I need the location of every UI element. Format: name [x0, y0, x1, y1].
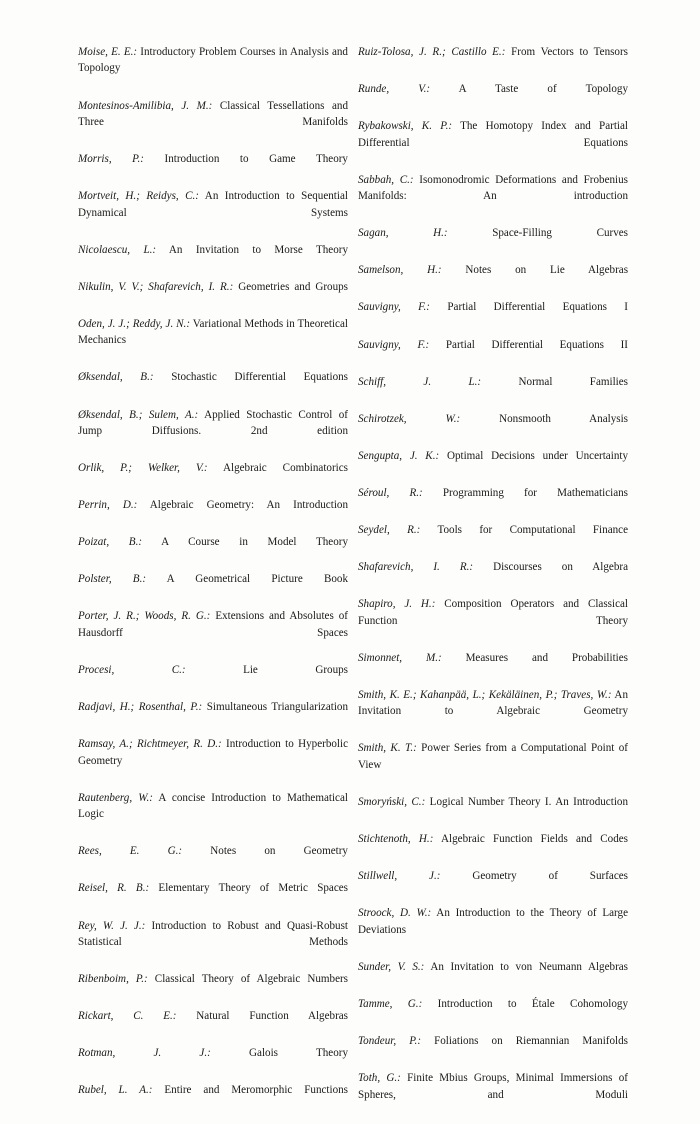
- entry-author: Morris, P.:: [78, 153, 144, 166]
- entry-author: Sauvigny, F.:: [358, 338, 430, 351]
- entry-title: Classical Tessellations and Three Manifolds: [78, 99, 349, 128]
- bibliography-entry: [78, 279, 348, 312]
- entry-title: Algebraic Function Fields and Codes: [433, 833, 629, 846]
- entry-title: An Invitation to von Neumann Algebras: [424, 960, 629, 973]
- entry-author: Poizat, B.:: [78, 536, 143, 549]
- bibliography-entry: [358, 337, 628, 370]
- entry-title: Applied Stochastic Control of Jump Diffusions. 2nd edition: [78, 408, 348, 438]
- entry-author: Radjavi, H.; Rosenthal, P.:: [78, 701, 203, 714]
- entry-title: Geometries and Groups: [233, 280, 348, 293]
- bibliography-entry: [358, 794, 628, 827]
- entry-author: Polster, B.:: [78, 573, 147, 586]
- bibliography-entry: [358, 262, 628, 295]
- bibliography-entry: [358, 687, 628, 736]
- bibliography-entry: [358, 1033, 628, 1066]
- entry-author: Rautenberg, W.:: [78, 791, 153, 804]
- bibliography-entry: [78, 608, 348, 657]
- entry-title: Geometry of Surfaces: [440, 870, 628, 883]
- bibliography-entry: [358, 172, 628, 221]
- bibliography-entry: [78, 1008, 348, 1041]
- entry-title: From Vectors to Tensors: [505, 46, 628, 58]
- bibliography-entry: [78, 880, 348, 913]
- entry-author: Orlik, P.; Welker, V.:: [78, 462, 208, 475]
- bibliography-entry: [78, 571, 348, 604]
- entry-author: Porter, J. R.; Woods, R. G.:: [78, 610, 211, 623]
- entry-title: The Homotopy Index and Partial Differential Equations: [358, 120, 629, 149]
- entry-title: Introduction to Étale Cohomology: [422, 997, 628, 1010]
- entry-title: Entire and Meromorphic Functions: [152, 1084, 348, 1097]
- bibliography-entry: [78, 971, 348, 1004]
- entry-author: Toth, G.:: [358, 1072, 401, 1085]
- entry-author: Stroock, D. W.:: [358, 907, 432, 920]
- entry-author: Sengupta, J. K.:: [358, 449, 440, 462]
- entry-title: Introduction to Game Theory: [143, 153, 348, 166]
- entry-author: Stichtenoth, H.:: [358, 833, 434, 846]
- bibliography-entry: [78, 699, 348, 732]
- entry-author: Oden, J. J.; Reddy, J. N.:: [78, 317, 191, 330]
- bibliography-entry: [78, 1045, 348, 1078]
- entry-title: A Taste of Topology: [430, 83, 628, 96]
- entry-title: Measures and Probabilities: [441, 651, 628, 664]
- entry-author: Sauvigny, F.:: [358, 301, 430, 314]
- entry-title: An Invitation to Morse Theory: [156, 243, 348, 256]
- entry-author: Runde, V.:: [358, 83, 431, 96]
- entry-author: Rey, W. J. J.:: [78, 919, 146, 932]
- bibliography-entry: [358, 868, 628, 901]
- entry-author: Øksendal, B.; Sulem, A.:: [78, 408, 199, 421]
- entry-title: Space-Filling Curves: [447, 227, 628, 240]
- entry-author: Tondeur, P.:: [358, 1034, 422, 1047]
- bibliography-entry: [358, 650, 628, 683]
- entry-author: Smith, K. T.:: [358, 742, 417, 755]
- entry-title: Natural Function Algebras: [176, 1010, 349, 1023]
- entry-author: Ruiz-Tolosa, J. R.; Castillo E.:: [358, 46, 506, 58]
- right-column: [358, 44, 628, 1124]
- entry-title: Elementary Theory of Metric Spaces: [149, 882, 348, 895]
- bibliography-entry: [78, 497, 348, 530]
- entry-author: Schiff, J. L.:: [358, 375, 482, 388]
- entry-title: Partial Differential Equations I: [430, 301, 628, 314]
- entry-author: Rybakowski, K. P.:: [358, 120, 453, 133]
- bibliography-entry: [358, 959, 628, 992]
- entry-title: Lie Groups: [185, 664, 348, 677]
- entry-title: A Geometrical Picture Book: [146, 573, 348, 586]
- bibliography-entry: [78, 534, 348, 567]
- entry-author: Tamme, G.:: [358, 997, 423, 1010]
- entry-title: Power Series from a Computational Point of View: [358, 742, 629, 771]
- bibliography-entry: [78, 790, 348, 839]
- entry-title: Algebraic Combinatorics: [207, 462, 349, 475]
- entry-title: Optimal Decisions under Uncertainty: [439, 449, 628, 462]
- bibliography-entry: [358, 81, 628, 114]
- entry-author: Rees, E. G.:: [78, 845, 183, 858]
- entry-title: Foliations on Riemannian Manifolds: [421, 1034, 628, 1047]
- entry-title: Stochastic Differential Equations: [153, 371, 348, 384]
- bibliography-entry: [358, 831, 628, 864]
- entry-author: Simonnet, M.:: [358, 651, 442, 664]
- entry-author: Sabbah, C.:: [358, 173, 414, 186]
- entry-title: Normal Families: [481, 375, 628, 388]
- entry-title: Galois Theory: [210, 1047, 349, 1060]
- entry-author: Nicolaescu, L.:: [78, 243, 157, 256]
- entry-author: Ramsay, A.; Richtmeyer, R. D.:: [78, 738, 222, 751]
- entry-author: Stillwell, J.:: [358, 870, 441, 883]
- entry-title: Tools for Computational Finance: [420, 524, 629, 537]
- entry-author: Sunder, V. S.:: [358, 960, 425, 973]
- bibliography-entry: [358, 1070, 628, 1119]
- bibliography-entry: [358, 559, 628, 592]
- bibliography-entry: [78, 407, 348, 456]
- entry-author: Procesi, C.:: [78, 664, 186, 677]
- entry-author: Samelson, H.:: [358, 264, 442, 277]
- entry-title: Introductory Problem Courses in Analysis and Topology: [78, 46, 348, 75]
- entry-title: An Invitation to Algebraic Geometry: [358, 688, 628, 718]
- bibliography-entry: [78, 188, 348, 237]
- entry-title: Introduction to Robust and Quasi-Robust Statistical Methods: [78, 919, 348, 948]
- entry-title: Programming for Mathematicians: [422, 486, 628, 499]
- bibliography-entry: [358, 374, 628, 407]
- bibliography-entry: [78, 736, 348, 785]
- entry-title: Composition Operators and Classical Function Theory: [358, 598, 628, 627]
- entry-author: Rubel, L. A.:: [78, 1084, 153, 1097]
- entry-author: Moise, E. E.:: [78, 46, 138, 58]
- entry-author: Montesinos-Amilibia, J. M.:: [78, 99, 213, 112]
- bibliography-entry: [358, 225, 628, 258]
- entry-author: Shapiro, J. H.:: [358, 598, 436, 611]
- bibliography-entry: [78, 316, 348, 365]
- entry-title: Algebraic Geometry: An Introduction: [137, 499, 348, 512]
- bibliography-entry: [78, 44, 348, 93]
- bibliography-entry: [78, 843, 348, 876]
- entry-author: Perrin, D.:: [78, 499, 138, 512]
- entry-author: Seydel, R.:: [358, 524, 421, 537]
- bibliography-entry: [358, 905, 628, 954]
- entry-title: Finite Mbius Groups, Minimal Immersions of Spheres, and Moduli: [358, 1072, 628, 1101]
- entry-author: Séroul, R.:: [358, 486, 423, 499]
- entry-title: Classical Theory of Algebraic Numbers: [147, 973, 348, 986]
- entry-author: Sagan, H.:: [358, 227, 448, 240]
- bibliography-entry: [358, 740, 628, 789]
- bibliography-entry: [358, 996, 628, 1029]
- entry-author: Schirotzek, W.:: [358, 412, 461, 425]
- entry-title: Variational Methods in Theoretical Mechanics: [78, 317, 348, 347]
- entry-title: An Introduction to Sequential Dynamical Systems: [78, 190, 348, 219]
- entry-author: Nikulin, V. V.; Shafarevich, I. R.:: [78, 280, 234, 293]
- bibliography-entry: [78, 662, 348, 695]
- bibliography-entry: [78, 1082, 348, 1115]
- entry-title: Simultaneous Triangularization: [202, 701, 349, 714]
- left-column: [78, 44, 348, 1124]
- entry-title: A concise Introduction to Mathematical Logic: [78, 791, 348, 821]
- entry-title: Isomonodromic Deformations and Frobenius Manifolds: An introduction: [358, 173, 628, 203]
- bibliography-entry: [358, 118, 628, 167]
- entry-author: Rickart, C. E.:: [78, 1010, 177, 1023]
- bibliography-entry: [78, 151, 348, 184]
- entry-title: Notes on Geometry: [182, 845, 348, 858]
- entry-title: Introduction to Hyperbolic Geometry: [78, 738, 349, 767]
- entry-author: Shafarevich, I. R.:: [358, 561, 474, 574]
- bibliography-entry: [78, 98, 348, 147]
- bibliography-entry: [78, 242, 348, 275]
- bibliography-entry: [358, 448, 628, 481]
- entry-title: An Introduction to the Theory of Large Deviations: [358, 907, 628, 936]
- entry-author: Øksendal, B.:: [78, 371, 154, 384]
- bibliography-columns: [78, 44, 628, 1124]
- entry-author: Smith, K. E.; Kahanpää, L.; Kekäläinen, P.; Traves, W.:: [358, 688, 612, 701]
- bibliography-entry: [358, 44, 628, 77]
- entry-title: Discourses on Algebra: [473, 561, 628, 574]
- entry-author: Smoryński, C.:: [358, 795, 426, 808]
- bibliography-entry: [78, 460, 348, 493]
- entry-title: Extensions and Absolutes of Hausdorff Spaces: [78, 610, 348, 639]
- entry-title: Nonsmooth Analysis: [460, 412, 628, 425]
- bibliography-entry: [358, 596, 628, 645]
- bibliography-entry: [358, 299, 628, 332]
- entry-author: Reisel, R. B.:: [78, 882, 150, 895]
- entry-author: Ribenboim, P.:: [78, 973, 148, 986]
- bibliography-entry: [358, 485, 628, 518]
- bibliography-entry: [78, 369, 348, 402]
- entry-title: A Course in Model Theory: [142, 536, 349, 549]
- bibliography-entry: [358, 522, 628, 555]
- entry-title: Partial Differential Equations II: [429, 338, 628, 351]
- entry-title: Notes on Lie Algebras: [441, 264, 629, 277]
- entry-title: Logical Number Theory I. An Introduction: [425, 795, 628, 808]
- entry-author: Mortveit, H.; Reidys, C.:: [78, 190, 199, 203]
- bibliography-entry: [78, 918, 348, 967]
- entry-author: Rotman, J. J.:: [78, 1047, 211, 1060]
- bibliography-entry: [358, 411, 628, 444]
